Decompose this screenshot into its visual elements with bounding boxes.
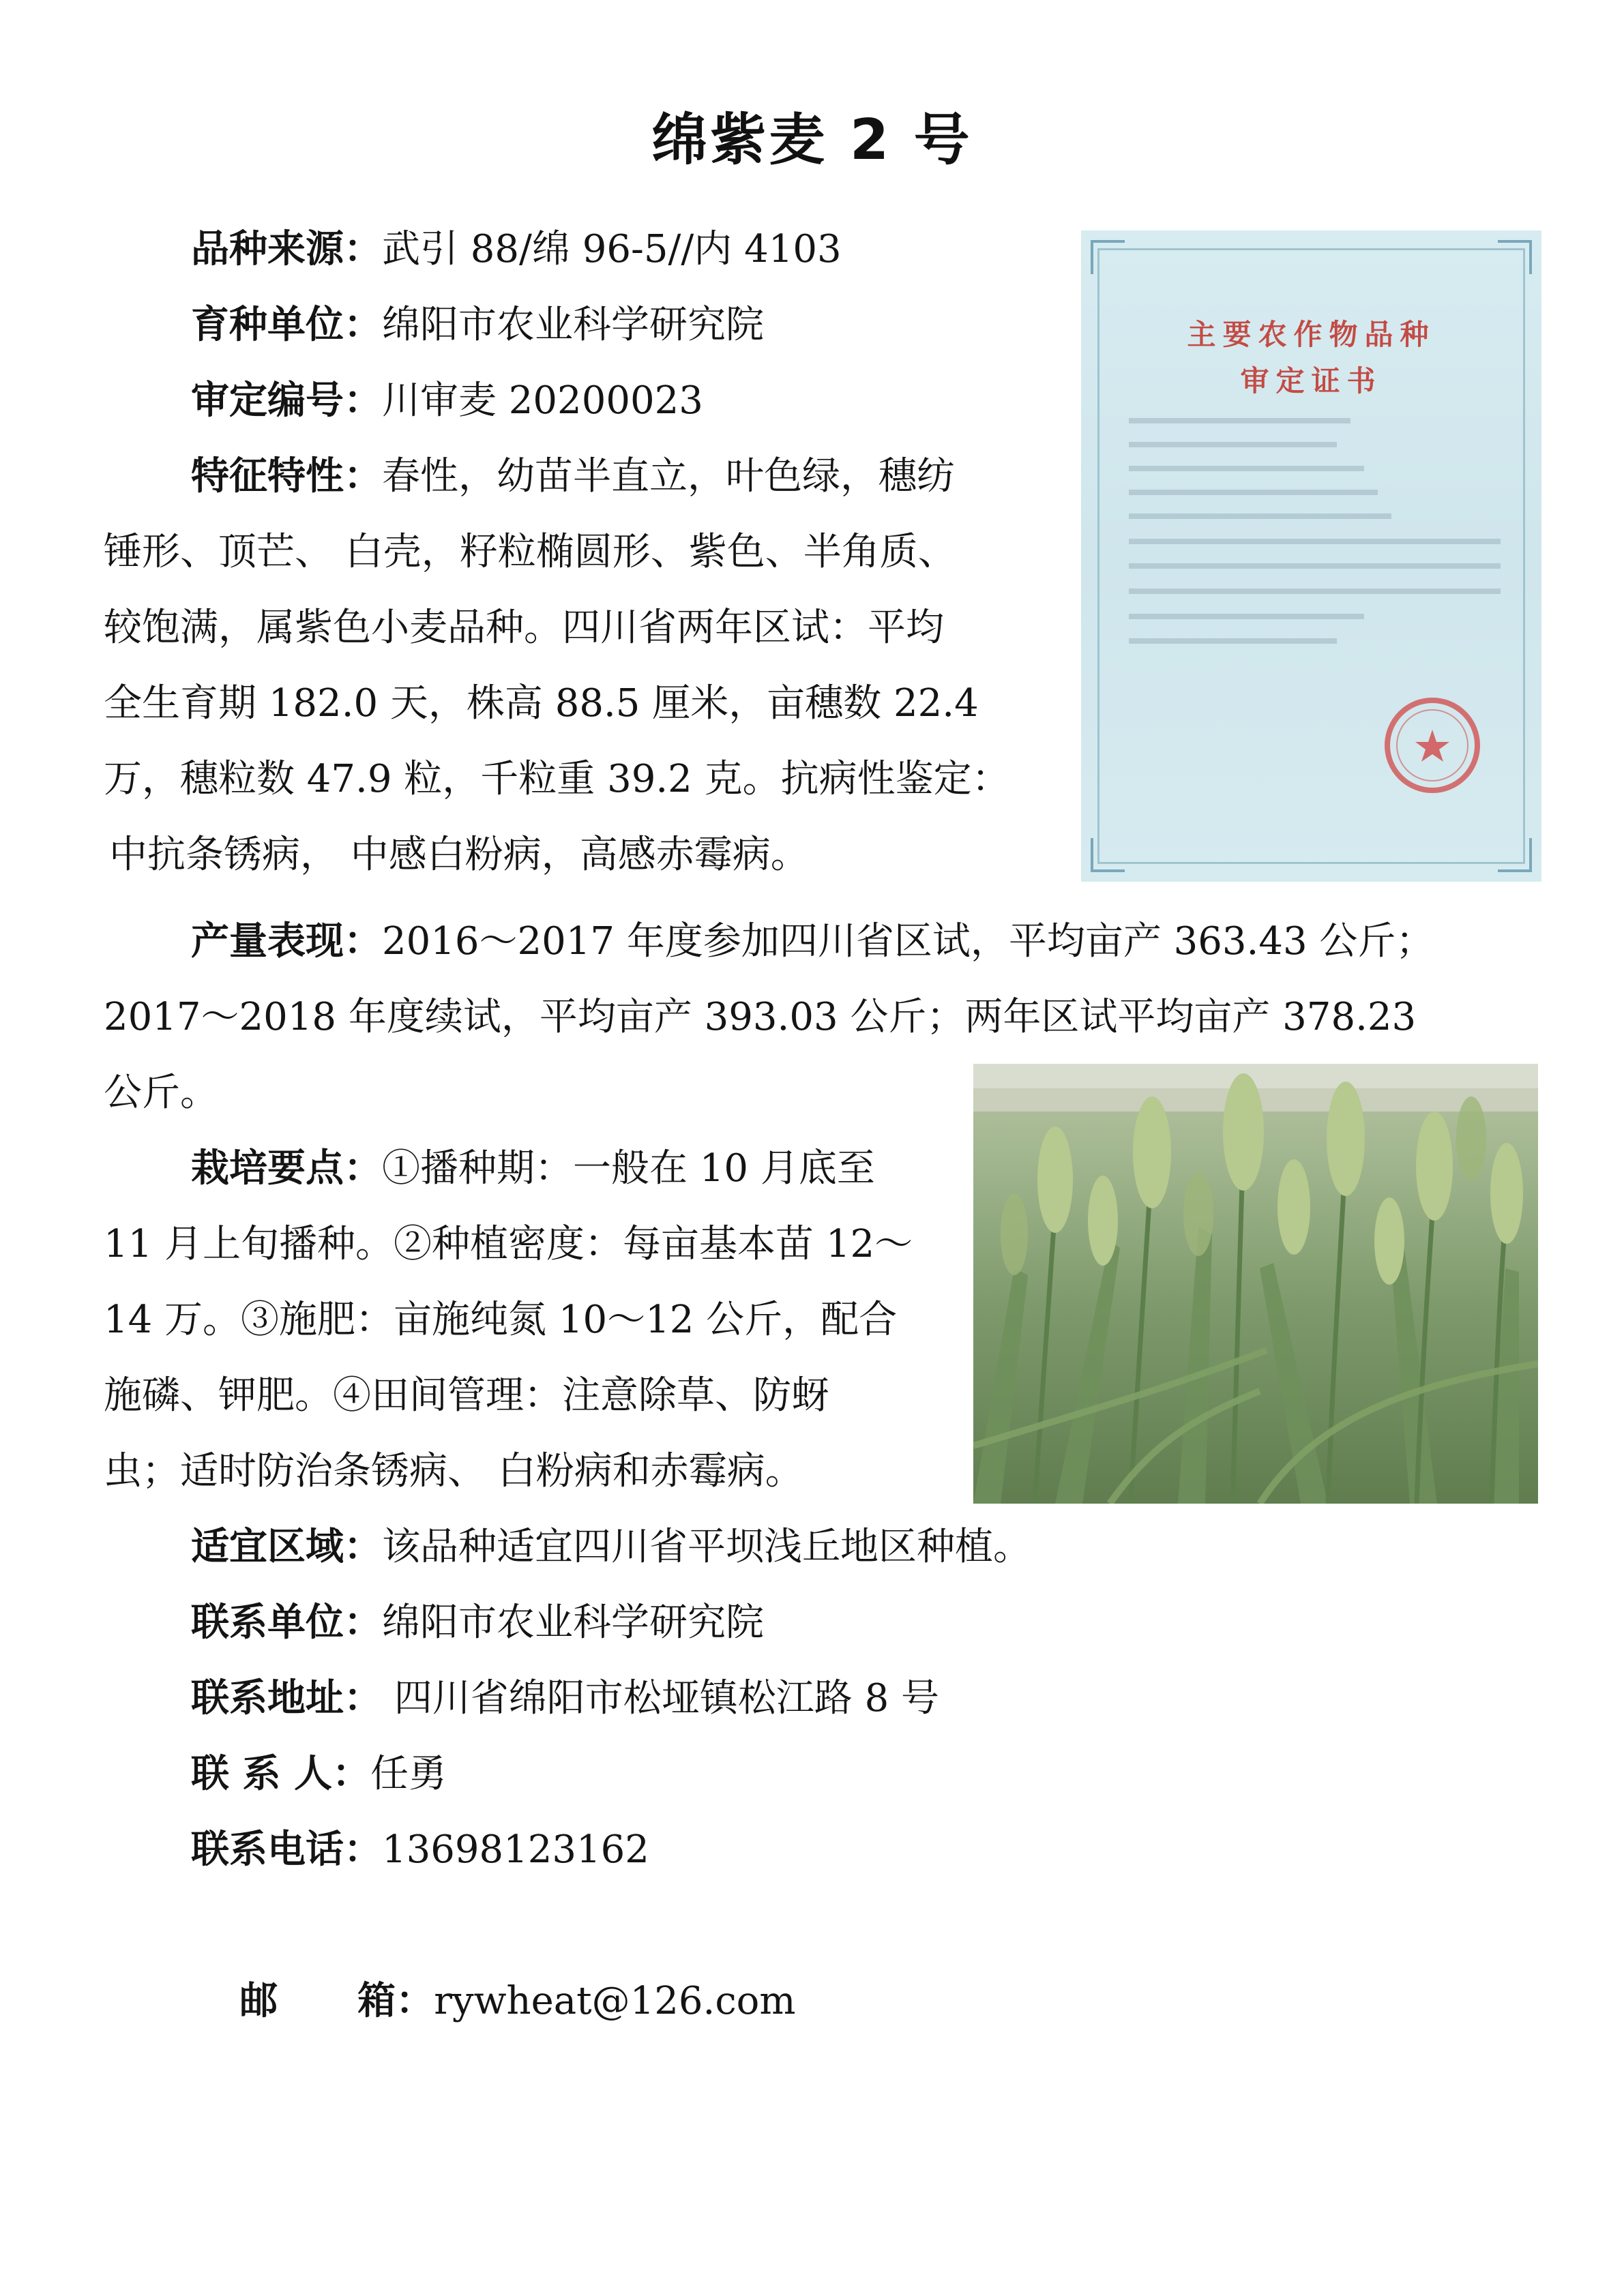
certificate-text-row <box>1129 490 1378 495</box>
traits-line-2: 锤形、顶芒、 白壳，籽粒椭圆形、紫色、半角质、 <box>104 530 956 574</box>
field-label: 品种来源： <box>191 227 382 271</box>
field-contact-address <box>191 1660 939 1736</box>
certificate-title-line1: 主要农作物品种 <box>1187 318 1436 351</box>
field-label: 栽培要点： <box>191 1146 382 1191</box>
certificate-title-line2: 审定证书 <box>1240 364 1383 398</box>
certificate-image <box>1081 230 1541 882</box>
corner-ornament <box>1091 838 1125 872</box>
field-label: 育种单位： <box>191 303 382 347</box>
traits-line-1 <box>191 438 955 514</box>
traits-line-5: 万，穗粒数 47.9 粒，千粒重 39.2 克。抗病性鉴定： <box>104 757 1010 801</box>
field-contact-phone <box>191 1812 649 1888</box>
field-label: 邮 箱： <box>239 1979 434 2023</box>
field-value: 该品种适宜四川省平坝浅丘地区种植。 <box>382 1525 1031 1569</box>
field-label: 特征特性： <box>191 454 382 498</box>
field-contact-unit <box>191 1585 764 1660</box>
field-value: 川审麦 20200023 <box>382 378 703 423</box>
cultivation-line-1 <box>191 1131 875 1206</box>
field-approval <box>191 363 703 438</box>
wheat-plants-image <box>973 1064 1538 1504</box>
cultivation-text: ①播种期：一般在 10 月底至 <box>382 1146 875 1191</box>
traits-line-6: 中抗条锈病， 中感白粉病，高感赤霉病。 <box>109 833 809 877</box>
cultivation-line-2: 11 月上旬播种。②种植密度：每亩基本苗 12～ <box>104 1222 913 1266</box>
field-value: 绵阳市农业科学研究院 <box>382 303 764 347</box>
field-breeder <box>191 287 764 363</box>
field-label: 审定编号： <box>191 378 382 423</box>
field-label: 联系地址： <box>191 1676 382 1720</box>
corner-ornament <box>1091 240 1125 274</box>
yield-line-2: 2017～2018 年度续试，平均亩产 393.03 公斤；两年区试平均亩产 378.23 <box>104 995 1417 1039</box>
traits-text: 春性，幼苗半直立，叶色绿，穗纺 <box>382 454 955 498</box>
field-label: 联系电话： <box>191 1828 382 1872</box>
field-value: 武引 88/绵 96-5//内 4103 <box>382 227 842 271</box>
field-region <box>191 1509 1031 1585</box>
traits-line-3: 较饱满，属紫色小麦品种。四川省两年区试：平均 <box>104 606 944 650</box>
certificate-text-row <box>1129 539 1501 544</box>
document-title: 绵紫麦 2 号 <box>651 108 973 173</box>
field-label: 适宜区域： <box>191 1525 382 1569</box>
field-source <box>191 211 842 287</box>
official-seal-icon <box>1381 694 1483 796</box>
wheat-field-photo <box>973 1064 1538 1504</box>
cultivation-line-4: 施磷、钾肥。④田间管理：注意除草、防蚜 <box>104 1373 829 1418</box>
field-value: rywheat@126.com <box>434 1979 796 2023</box>
field-value: 任勇 <box>370 1752 447 1796</box>
certificate-text-row <box>1129 466 1364 471</box>
yield-line-1 <box>191 904 1434 979</box>
cultivation-line-5: 虫；适时防治条锈病、 白粉病和赤霉病。 <box>104 1449 803 1493</box>
traits-line-4: 全生育期 182.0 天，株高 88.5 厘米，亩穗数 22.4 <box>104 681 979 726</box>
corner-ornament <box>1498 838 1532 872</box>
certificate-text-row <box>1129 418 1350 423</box>
certificate-text-row <box>1129 442 1337 447</box>
field-email <box>191 1888 796 2115</box>
field-label: 联 系 人： <box>191 1752 370 1796</box>
certificate-text-row <box>1129 588 1501 594</box>
field-value: 13698123162 <box>382 1828 649 1872</box>
field-value: 绵阳市农业科学研究院 <box>382 1600 764 1645</box>
certificate-text-row <box>1129 638 1337 644</box>
certificate-text-row <box>1129 614 1364 619</box>
corner-ornament <box>1498 240 1532 274</box>
certificate-text-row <box>1129 563 1501 569</box>
yield-text: 2016～2017 年度参加四川省区试，平均亩产 363.43 公斤； <box>382 919 1434 964</box>
cultivation-line-3: 14 万。③施肥：亩施纯氮 10～12 公斤，配合 <box>104 1298 898 1342</box>
field-contact-person <box>191 1736 447 1812</box>
field-label: 联系单位： <box>191 1600 382 1645</box>
yield-line-3: 公斤。 <box>104 1071 218 1115</box>
field-label: 产量表现： <box>191 919 382 964</box>
field-value: 四川省绵阳市松垭镇松江路 8 号 <box>382 1676 940 1720</box>
certificate-text-row <box>1129 513 1391 519</box>
